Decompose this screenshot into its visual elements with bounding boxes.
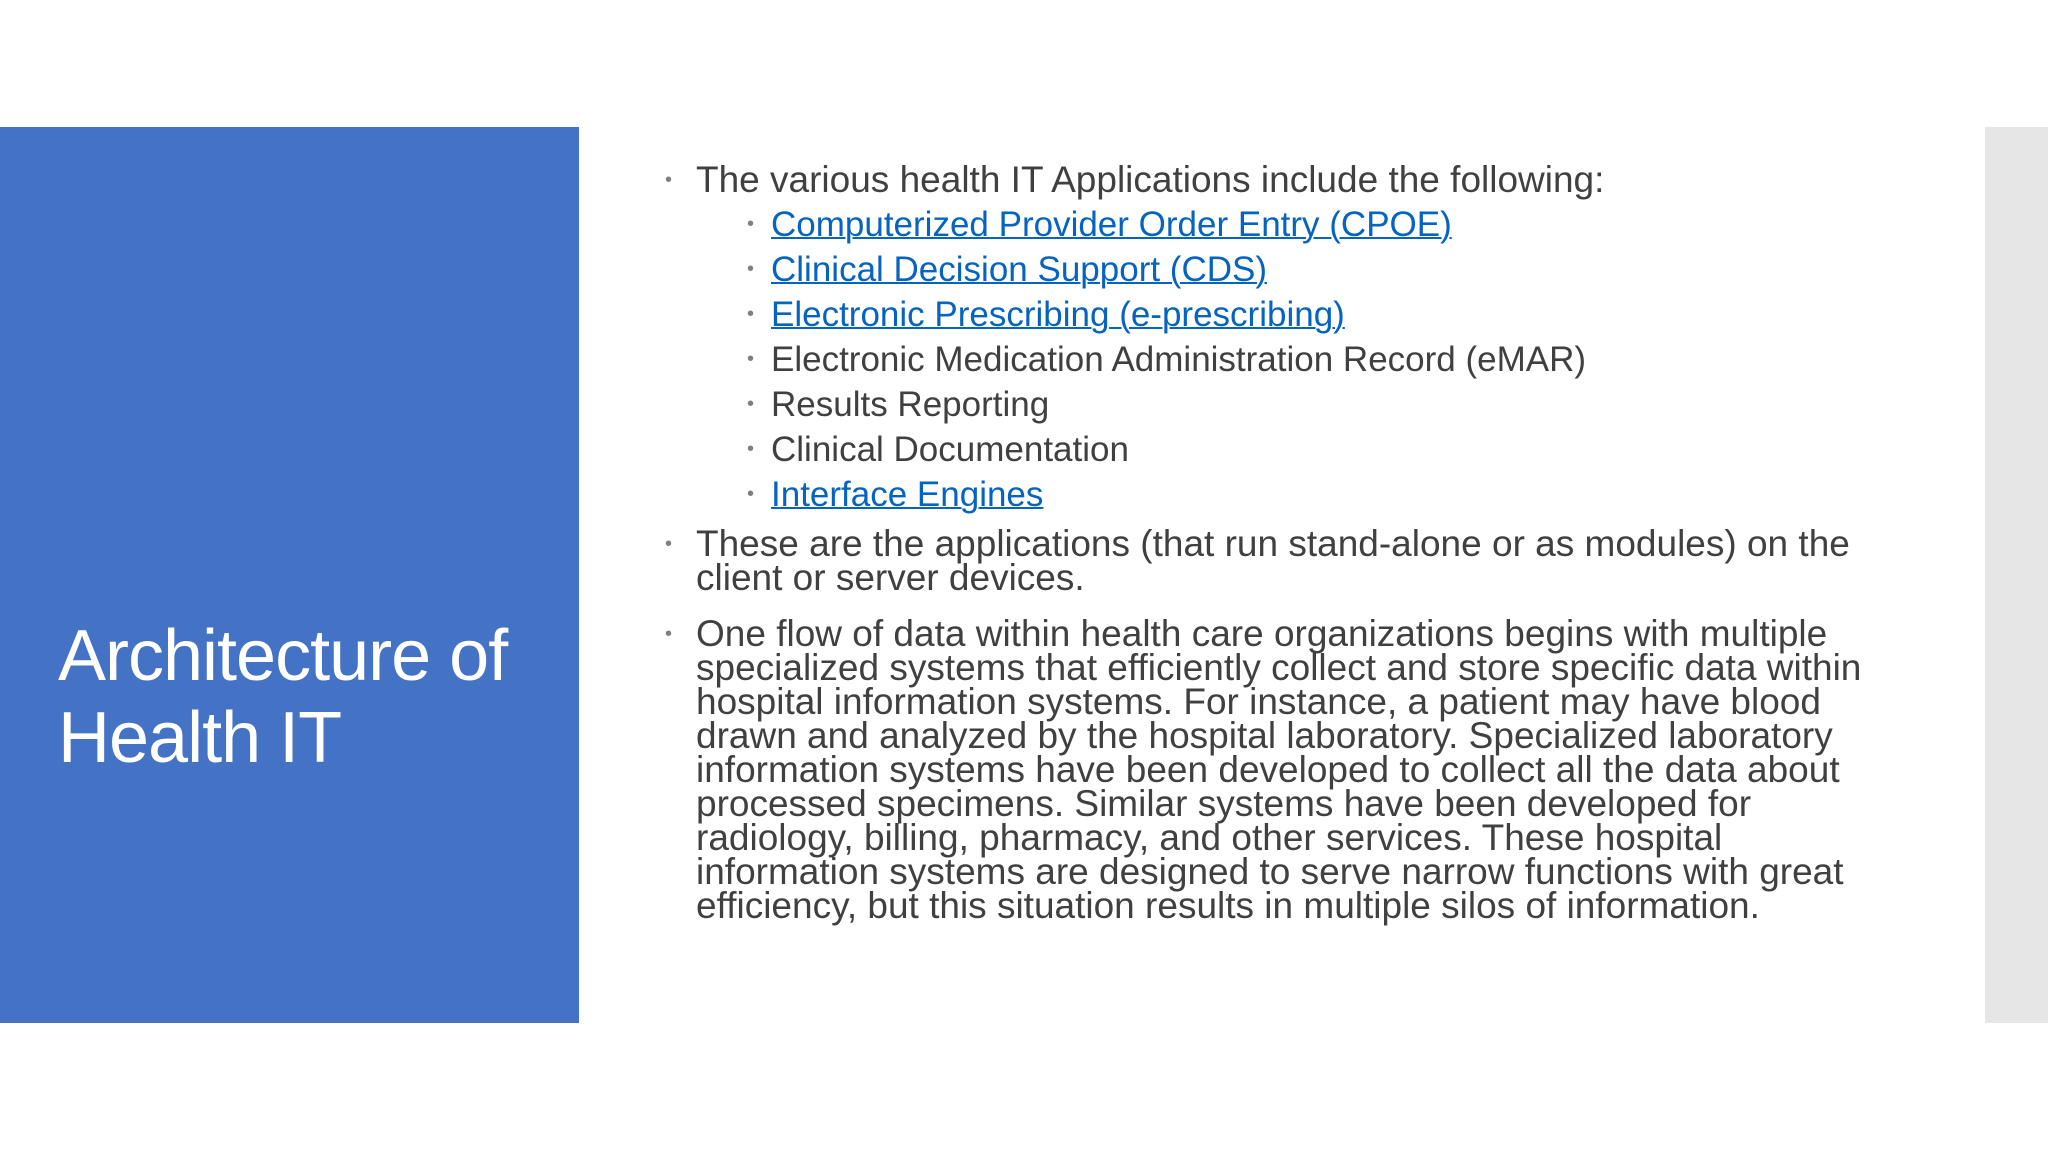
sub-bullet-icon: •: [747, 393, 755, 415]
sub-bullet-icon: •: [747, 258, 755, 280]
bullet-item-applications: [658, 158, 1878, 517]
link-cds[interactable]: Clinical Decision Support (CDS): [771, 250, 1267, 289]
clinical-documentation-label: Clinical Documentation: [771, 430, 1129, 469]
slide-title-line-1: Architecture of: [58, 616, 508, 696]
slide-body: [658, 158, 1878, 945]
applications-list: [743, 202, 1878, 517]
applications-intro: The various health IT Applications include the following:: [696, 159, 1605, 200]
link-e-prescribing[interactable]: Electronic Prescribing (e-prescribing): [771, 295, 1345, 334]
bullet-list: [658, 158, 1878, 926]
bullet-icon: •: [665, 533, 673, 555]
sub-bullet-icon: •: [747, 303, 755, 325]
title-panel: [0, 127, 579, 1023]
sub-bullet-icon: •: [747, 348, 755, 370]
right-edge-strip: [1985, 127, 2048, 1023]
application-item-cpoe: [743, 202, 1878, 247]
bullet-item-applications-description: [658, 523, 1878, 598]
applications-description: These are the applications (that run stand-alone or as modules) on the client or server devices.: [696, 523, 1850, 598]
data-flow-paragraph: One flow of data within health care organizations begins with multiple specialized systems that efficiently collect and store specific data within hospital information systems. For instance, a patient may have blood drawn and analyzed by the hospital laboratory. Specialized laboratory information systems have been developed to collect all the data about processed specimens. Similar systems have been developed for radiology, billing, pharmacy, and other services. These hospital information systems are designed to serve narrow functions with great efficiency, but this situation results in multiple silos of information.: [696, 613, 1862, 926]
application-item-results-reporting: [743, 382, 1878, 427]
bullet-item-data-flow: [658, 613, 1878, 926]
application-item-emar: [743, 337, 1878, 382]
application-item-e-prescribing: [743, 292, 1878, 337]
slide-title: [58, 615, 568, 779]
sub-bullet-icon: •: [747, 438, 755, 460]
sub-bullet-icon: •: [747, 483, 755, 505]
results-reporting-label: Results Reporting: [771, 385, 1050, 424]
emar-label: Electronic Medication Administration Record (eMAR): [771, 340, 1587, 379]
link-cpoe[interactable]: Computerized Provider Order Entry (CPOE): [771, 205, 1452, 244]
application-item-clinical-documentation: [743, 427, 1878, 472]
link-interface-engines[interactable]: Interface Engines: [771, 475, 1044, 514]
bullet-icon: •: [665, 169, 673, 191]
application-item-interface-engines: [743, 472, 1878, 517]
bullet-icon: •: [665, 623, 673, 645]
slide-title-line-2: Health IT: [58, 698, 342, 778]
application-item-cds: [743, 247, 1878, 292]
sub-bullet-icon: •: [747, 213, 755, 235]
